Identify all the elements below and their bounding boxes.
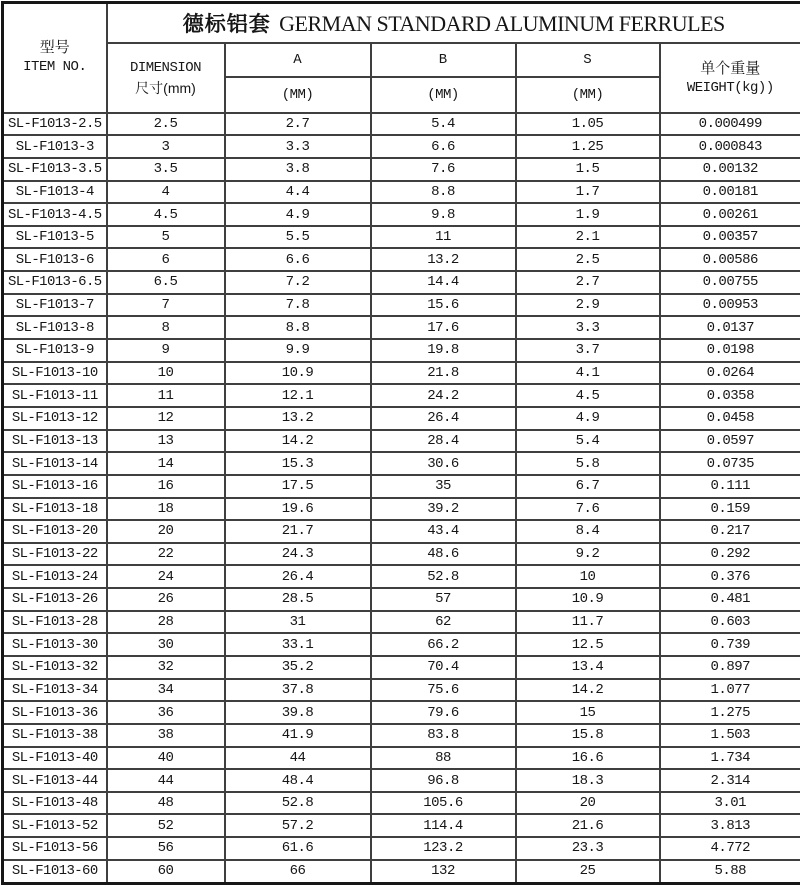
s-value-cell: 2.9 (516, 294, 660, 317)
item-no-cell: SL-F1013-16 (3, 475, 107, 498)
dimension-cell: 9 (107, 339, 225, 362)
a-value-cell: 7.2 (225, 271, 371, 294)
weight-cell: 0.00586 (660, 248, 800, 271)
weight-cell: 0.0198 (660, 339, 800, 362)
dimension-cell: 4 (107, 181, 225, 204)
weight-cell: 0.292 (660, 543, 800, 566)
b-value-cell: 39.2 (371, 498, 516, 521)
weight-cell: 0.0358 (660, 384, 800, 407)
weight-cell: 0.00357 (660, 226, 800, 249)
item-no-cell: SL-F1013-8 (3, 316, 107, 339)
item-no-cell: SL-F1013-14 (3, 452, 107, 475)
weight-cell: 0.897 (660, 656, 800, 679)
item-no-cell: SL-F1013-26 (3, 588, 107, 611)
dimension-cell: 16 (107, 475, 225, 498)
dimension-cell: 34 (107, 679, 225, 702)
col-s-unit: (MM) (516, 77, 660, 112)
s-value-cell: 7.6 (516, 498, 660, 521)
s-value-cell: 1.7 (516, 181, 660, 204)
b-value-cell: 43.4 (371, 520, 516, 543)
item-no-header-en: ITEM NO. (4, 58, 106, 77)
table-row (3, 339, 800, 362)
item-no-cell: SL-F1013-40 (3, 747, 107, 770)
item-no-cell: SL-F1013-12 (3, 407, 107, 430)
dimension-cell: 14 (107, 452, 225, 475)
weight-cell: 5.88 (660, 860, 800, 884)
item-no-cell: SL-F1013-4.5 (3, 203, 107, 226)
a-value-cell: 37.8 (225, 679, 371, 702)
b-value-cell: 11 (371, 226, 516, 249)
weight-cell: 0.000499 (660, 113, 800, 136)
s-value-cell: 12.5 (516, 633, 660, 656)
col-a-unit: (MM) (225, 77, 371, 112)
table-row (3, 611, 800, 634)
weight-cell: 0.603 (660, 611, 800, 634)
b-value-cell: 30.6 (371, 452, 516, 475)
a-value-cell: 48.4 (225, 769, 371, 792)
table-row (3, 430, 800, 453)
dimension-cell: 10 (107, 362, 225, 385)
dimension-cell: 18 (107, 498, 225, 521)
a-value-cell: 3.8 (225, 158, 371, 181)
s-value-cell: 5.8 (516, 452, 660, 475)
table-row (3, 158, 800, 181)
a-value-cell: 61.6 (225, 837, 371, 860)
s-value-cell: 9.2 (516, 543, 660, 566)
b-value-cell: 17.6 (371, 316, 516, 339)
dimension-header-en: DIMENSION (108, 59, 224, 78)
item-no-cell: SL-F1013-34 (3, 679, 107, 702)
item-no-header-zh: 型号 (4, 38, 106, 58)
a-value-cell: 41.9 (225, 724, 371, 747)
item-no-cell: SL-F1013-10 (3, 362, 107, 385)
a-value-cell: 7.8 (225, 294, 371, 317)
b-value-cell: 7.6 (371, 158, 516, 181)
col-a-header: A (225, 43, 371, 77)
s-value-cell: 21.6 (516, 814, 660, 837)
dimension-cell: 60 (107, 860, 225, 884)
a-value-cell: 39.8 (225, 701, 371, 724)
item-no-cell: SL-F1013-3 (3, 135, 107, 158)
b-value-cell: 24.2 (371, 384, 516, 407)
s-value-cell: 25 (516, 860, 660, 884)
dimension-cell: 20 (107, 520, 225, 543)
b-value-cell: 35 (371, 475, 516, 498)
a-value-cell: 31 (225, 611, 371, 634)
s-value-cell: 3.7 (516, 339, 660, 362)
s-value-cell: 4.5 (516, 384, 660, 407)
dimension-cell: 3.5 (107, 158, 225, 181)
table-row (3, 226, 800, 249)
table-row (3, 384, 800, 407)
b-value-cell: 79.6 (371, 701, 516, 724)
dimension-cell: 13 (107, 430, 225, 453)
b-value-cell: 123.2 (371, 837, 516, 860)
weight-cell: 0.159 (660, 498, 800, 521)
dimension-header-zh: 尺寸(mm) (108, 78, 224, 98)
dimension-cell: 32 (107, 656, 225, 679)
b-value-cell: 48.6 (371, 543, 516, 566)
item-no-cell: SL-F1013-60 (3, 860, 107, 884)
table-row (3, 316, 800, 339)
a-value-cell: 57.2 (225, 814, 371, 837)
b-value-cell: 75.6 (371, 679, 516, 702)
weight-cell: 0.00755 (660, 271, 800, 294)
b-value-cell: 96.8 (371, 769, 516, 792)
table-row (3, 860, 800, 884)
col-b-header: B (371, 43, 516, 77)
weight-cell: 3.01 (660, 792, 800, 815)
item-no-cell: SL-F1013-32 (3, 656, 107, 679)
dimension-cell: 6 (107, 248, 225, 271)
table-body (3, 113, 800, 884)
weight-cell: 0.481 (660, 588, 800, 611)
item-no-cell: SL-F1013-28 (3, 611, 107, 634)
weight-header-zh: 单个重量 (661, 59, 800, 79)
item-no-cell: SL-F1013-2.5 (3, 113, 107, 136)
a-value-cell: 35.2 (225, 656, 371, 679)
dimension-cell: 5 (107, 226, 225, 249)
dimension-cell: 3 (107, 135, 225, 158)
weight-cell: 4.772 (660, 837, 800, 860)
dimension-cell: 24 (107, 565, 225, 588)
dimension-cell: 28 (107, 611, 225, 634)
table-row (3, 294, 800, 317)
s-value-cell: 1.5 (516, 158, 660, 181)
dimension-cell: 6.5 (107, 271, 225, 294)
dimension-cell: 56 (107, 837, 225, 860)
a-value-cell: 13.2 (225, 407, 371, 430)
weight-cell: 3.813 (660, 814, 800, 837)
item-no-cell: SL-F1013-30 (3, 633, 107, 656)
table-row (3, 203, 800, 226)
s-value-cell: 2.5 (516, 248, 660, 271)
a-value-cell: 3.3 (225, 135, 371, 158)
table-row (3, 724, 800, 747)
weight-cell: 0.0137 (660, 316, 800, 339)
item-no-cell: SL-F1013-38 (3, 724, 107, 747)
a-value-cell: 10.9 (225, 362, 371, 385)
table-row (3, 769, 800, 792)
s-value-cell: 6.7 (516, 475, 660, 498)
s-value-cell: 10 (516, 565, 660, 588)
a-value-cell: 2.7 (225, 113, 371, 136)
weight-cell: 0.111 (660, 475, 800, 498)
a-value-cell: 19.6 (225, 498, 371, 521)
dimension-header (107, 43, 225, 112)
a-value-cell: 44 (225, 747, 371, 770)
item-no-cell: SL-F1013-6 (3, 248, 107, 271)
a-value-cell: 9.9 (225, 339, 371, 362)
dimension-cell: 8 (107, 316, 225, 339)
s-value-cell: 8.4 (516, 520, 660, 543)
s-value-cell: 20 (516, 792, 660, 815)
dimension-cell: 38 (107, 724, 225, 747)
s-value-cell: 4.9 (516, 407, 660, 430)
table-row (3, 565, 800, 588)
item-no-cell: SL-F1013-18 (3, 498, 107, 521)
weight-cell: 0.00261 (660, 203, 800, 226)
s-value-cell: 15.8 (516, 724, 660, 747)
b-value-cell: 14.4 (371, 271, 516, 294)
weight-header-en: WEIGHT(kg)) (661, 79, 800, 98)
ferrules-spec-table (1, 1, 800, 885)
item-no-cell: SL-F1013-3.5 (3, 158, 107, 181)
dimension-cell: 12 (107, 407, 225, 430)
col-b-unit: (MM) (371, 77, 516, 112)
dimension-cell: 44 (107, 769, 225, 792)
s-value-cell: 16.6 (516, 747, 660, 770)
table-row (3, 475, 800, 498)
dimension-cell: 30 (107, 633, 225, 656)
b-value-cell: 114.4 (371, 814, 516, 837)
table-row (3, 747, 800, 770)
item-no-cell: SL-F1013-48 (3, 792, 107, 815)
dimension-cell: 7 (107, 294, 225, 317)
weight-cell: 0.00181 (660, 181, 800, 204)
dimension-cell: 40 (107, 747, 225, 770)
table-row (3, 271, 800, 294)
item-no-cell: SL-F1013-20 (3, 520, 107, 543)
weight-cell: 0.376 (660, 565, 800, 588)
weight-cell: 0.0458 (660, 407, 800, 430)
dimension-cell: 48 (107, 792, 225, 815)
a-value-cell: 12.1 (225, 384, 371, 407)
weight-cell: 0.0264 (660, 362, 800, 385)
b-value-cell: 66.2 (371, 633, 516, 656)
table-row (3, 452, 800, 475)
table-head (3, 3, 800, 113)
item-no-cell: SL-F1013-44 (3, 769, 107, 792)
header-row-labels (3, 43, 800, 77)
a-value-cell: 66 (225, 860, 371, 884)
a-value-cell: 17.5 (225, 475, 371, 498)
item-no-cell: SL-F1013-36 (3, 701, 107, 724)
item-no-cell: SL-F1013-22 (3, 543, 107, 566)
table-title-zh: 德标铝套 (183, 13, 271, 36)
s-value-cell: 14.2 (516, 679, 660, 702)
b-value-cell: 83.8 (371, 724, 516, 747)
dimension-cell: 11 (107, 384, 225, 407)
table-row (3, 633, 800, 656)
table-row (3, 135, 800, 158)
item-no-cell: SL-F1013-4 (3, 181, 107, 204)
weight-cell: 0.217 (660, 520, 800, 543)
table-row (3, 543, 800, 566)
dimension-cell: 36 (107, 701, 225, 724)
s-value-cell: 3.3 (516, 316, 660, 339)
table-row (3, 837, 800, 860)
s-value-cell: 10.9 (516, 588, 660, 611)
a-value-cell: 4.4 (225, 181, 371, 204)
a-value-cell: 15.3 (225, 452, 371, 475)
table-row (3, 520, 800, 543)
item-no-cell: SL-F1013-52 (3, 814, 107, 837)
table-row (3, 701, 800, 724)
weight-cell: 1.503 (660, 724, 800, 747)
weight-cell: 0.0735 (660, 452, 800, 475)
a-value-cell: 24.3 (225, 543, 371, 566)
weight-cell: 0.0597 (660, 430, 800, 453)
dimension-cell: 26 (107, 588, 225, 611)
table-title (107, 3, 800, 44)
table-row (3, 814, 800, 837)
table-title-en: GERMAN STANDARD ALUMINUM FERRULES (279, 11, 725, 36)
b-value-cell: 57 (371, 588, 516, 611)
s-value-cell: 13.4 (516, 656, 660, 679)
dimension-cell: 22 (107, 543, 225, 566)
s-value-cell: 23.3 (516, 837, 660, 860)
b-value-cell: 8.8 (371, 181, 516, 204)
table-row (3, 588, 800, 611)
s-value-cell: 1.9 (516, 203, 660, 226)
b-value-cell: 132 (371, 860, 516, 884)
b-value-cell: 13.2 (371, 248, 516, 271)
col-s-header: S (516, 43, 660, 77)
table-row (3, 181, 800, 204)
a-value-cell: 5.5 (225, 226, 371, 249)
b-value-cell: 26.4 (371, 407, 516, 430)
b-value-cell: 15.6 (371, 294, 516, 317)
b-value-cell: 88 (371, 747, 516, 770)
b-value-cell: 62 (371, 611, 516, 634)
a-value-cell: 52.8 (225, 792, 371, 815)
weight-cell: 2.314 (660, 769, 800, 792)
b-value-cell: 9.8 (371, 203, 516, 226)
b-value-cell: 19.8 (371, 339, 516, 362)
dimension-cell: 4.5 (107, 203, 225, 226)
a-value-cell: 28.5 (225, 588, 371, 611)
item-no-cell: SL-F1013-6.5 (3, 271, 107, 294)
s-value-cell: 2.1 (516, 226, 660, 249)
title-row (3, 3, 800, 44)
a-value-cell: 21.7 (225, 520, 371, 543)
s-value-cell: 5.4 (516, 430, 660, 453)
table-row (3, 407, 800, 430)
s-value-cell: 15 (516, 701, 660, 724)
b-value-cell: 52.8 (371, 565, 516, 588)
s-value-cell: 1.25 (516, 135, 660, 158)
item-no-cell: SL-F1013-11 (3, 384, 107, 407)
table-row (3, 792, 800, 815)
item-no-header (3, 3, 107, 113)
weight-cell: 0.739 (660, 633, 800, 656)
a-value-cell: 26.4 (225, 565, 371, 588)
s-value-cell: 18.3 (516, 769, 660, 792)
weight-cell: 1.077 (660, 679, 800, 702)
b-value-cell: 5.4 (371, 113, 516, 136)
table-row (3, 113, 800, 136)
weight-header (660, 43, 800, 112)
weight-cell: 0.00132 (660, 158, 800, 181)
s-value-cell: 2.7 (516, 271, 660, 294)
a-value-cell: 33.1 (225, 633, 371, 656)
item-no-cell: SL-F1013-9 (3, 339, 107, 362)
weight-cell: 0.000843 (660, 135, 800, 158)
s-value-cell: 11.7 (516, 611, 660, 634)
item-no-cell: SL-F1013-13 (3, 430, 107, 453)
b-value-cell: 70.4 (371, 656, 516, 679)
item-no-cell: SL-F1013-56 (3, 837, 107, 860)
a-value-cell: 8.8 (225, 316, 371, 339)
table-row (3, 248, 800, 271)
b-value-cell: 105.6 (371, 792, 516, 815)
table-row (3, 498, 800, 521)
item-no-cell: SL-F1013-5 (3, 226, 107, 249)
b-value-cell: 6.6 (371, 135, 516, 158)
weight-cell: 0.00953 (660, 294, 800, 317)
weight-cell: 1.734 (660, 747, 800, 770)
s-value-cell: 1.05 (516, 113, 660, 136)
item-no-cell: SL-F1013-24 (3, 565, 107, 588)
a-value-cell: 4.9 (225, 203, 371, 226)
a-value-cell: 6.6 (225, 248, 371, 271)
catalog-page (0, 1, 800, 888)
table-row (3, 362, 800, 385)
table-row (3, 656, 800, 679)
table-row (3, 679, 800, 702)
a-value-cell: 14.2 (225, 430, 371, 453)
item-no-cell: SL-F1013-7 (3, 294, 107, 317)
s-value-cell: 4.1 (516, 362, 660, 385)
b-value-cell: 28.4 (371, 430, 516, 453)
dimension-cell: 2.5 (107, 113, 225, 136)
weight-cell: 1.275 (660, 701, 800, 724)
b-value-cell: 21.8 (371, 362, 516, 385)
dimension-cell: 52 (107, 814, 225, 837)
